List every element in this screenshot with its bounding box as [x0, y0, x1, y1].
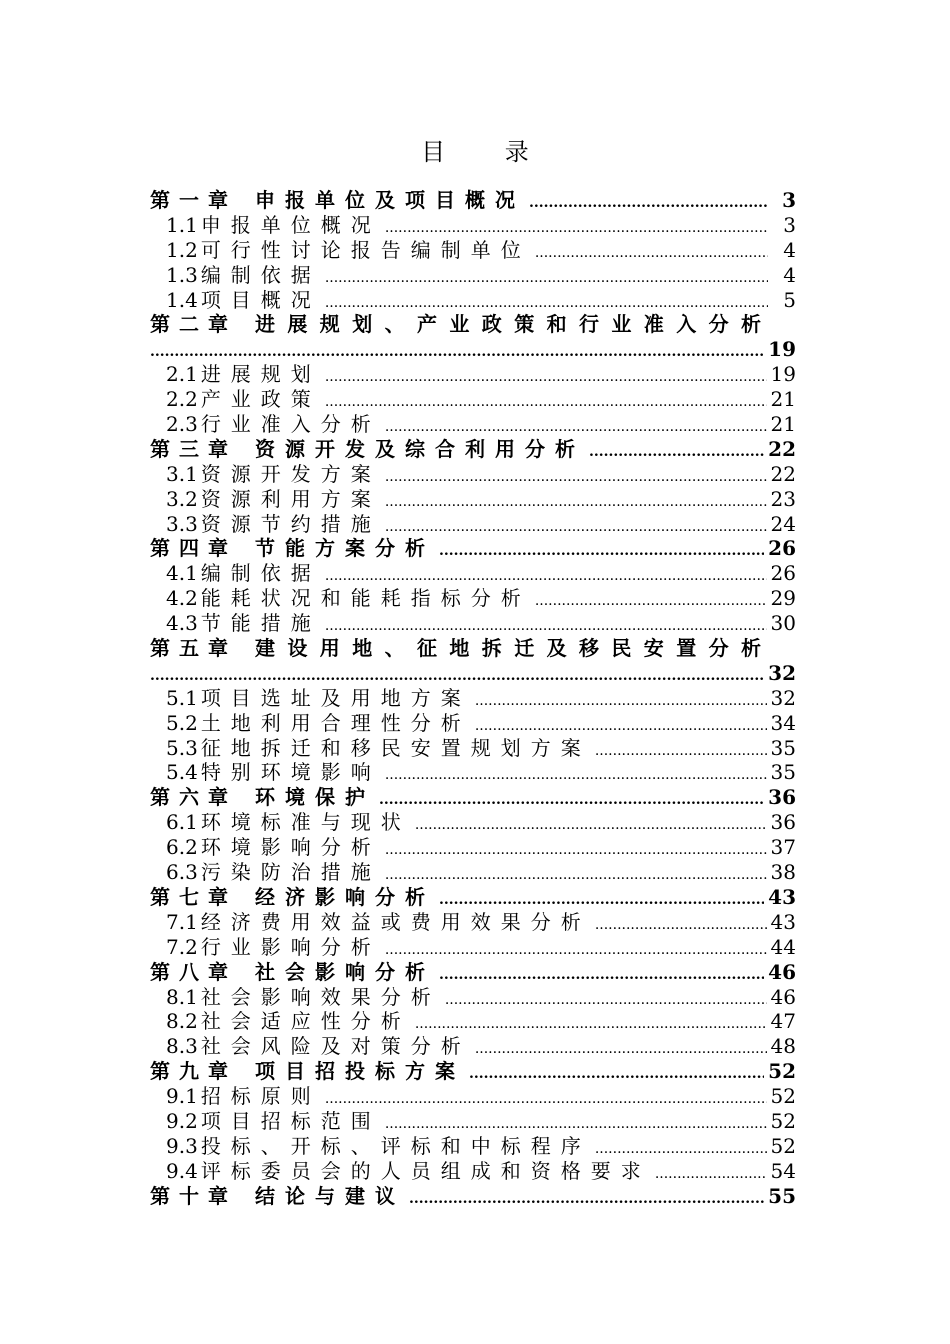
toc-section-entry[interactable] — [150, 586, 796, 611]
toc-section-entry[interactable] — [150, 910, 796, 935]
section-title: 可行性讨论报告编制单位 — [200, 237, 531, 262]
toc-section-entry[interactable] — [150, 462, 796, 487]
dot-leader — [529, 191, 768, 216]
chapter-title: 进展规划、产业政策和行业准入分析 — [255, 312, 774, 337]
dot-leader — [325, 390, 767, 415]
page-number: 3 — [783, 212, 796, 237]
dot-leader — [469, 1062, 764, 1087]
dot-leader — [325, 365, 767, 390]
section-number: 5.1 — [166, 685, 198, 710]
section-title: 编制依据 — [200, 561, 321, 586]
toc-section-entry[interactable] — [150, 1134, 796, 1159]
section-title: 资源利用方案 — [200, 486, 381, 511]
dot-leader — [409, 1187, 764, 1212]
toc-section-entry[interactable] — [150, 1109, 796, 1134]
section-number: 5.2 — [166, 710, 198, 735]
dot-leader — [439, 963, 764, 988]
dot-leader — [445, 988, 767, 1013]
page-number: 52 — [770, 1133, 796, 1158]
page-number: 43 — [768, 884, 796, 909]
section-number: 8.2 — [166, 1009, 198, 1034]
dot-leader — [475, 1037, 767, 1062]
page-number: 4 — [783, 237, 796, 262]
toc-chapter-entry[interactable] — [150, 885, 796, 910]
toc-chapter-entry-continued[interactable] — [150, 337, 796, 362]
page-number: 30 — [770, 611, 796, 636]
toc-section-entry[interactable] — [150, 288, 796, 313]
section-title: 土地利用合理性分析 — [200, 710, 471, 735]
toc-section-entry[interactable] — [150, 985, 796, 1010]
toc-section-entry[interactable] — [150, 860, 796, 885]
page-number: 46 — [770, 984, 796, 1009]
page-number: 55 — [768, 1183, 796, 1208]
section-title: 招标原则 — [200, 1084, 321, 1109]
section-title: 产业政策 — [200, 387, 321, 412]
toc-section-entry[interactable] — [150, 362, 796, 387]
section-number: 4.3 — [166, 611, 198, 636]
page-number: 48 — [770, 1034, 796, 1059]
dot-leader — [595, 913, 767, 938]
section-number: 3.3 — [166, 511, 198, 536]
section-number: 8.3 — [166, 1034, 198, 1059]
page-number: 3 — [782, 188, 796, 212]
chapter-label: 第二章 — [150, 312, 237, 337]
section-title: 投标、开标、评标和中标程序 — [200, 1133, 591, 1158]
toc-chapter-entry[interactable] — [150, 1059, 796, 1084]
dot-leader — [385, 515, 767, 540]
chapter-title: 项目招投标方案 — [255, 1059, 465, 1084]
page-number: 47 — [770, 1009, 796, 1034]
dot-leader — [655, 1162, 767, 1187]
toc-section-entry[interactable] — [150, 412, 796, 437]
section-title: 征地拆迁和移民安置规划方案 — [200, 735, 591, 760]
section-title: 项目招标范围 — [200, 1108, 381, 1133]
table-of-contents — [150, 188, 796, 1209]
section-number: 1.2 — [166, 237, 198, 262]
toc-section-entry[interactable] — [150, 711, 796, 736]
chapter-title: 申报单位及项目概况 — [255, 188, 525, 212]
page-number: 26 — [770, 561, 796, 586]
page-number: 22 — [768, 436, 796, 461]
page-number: 35 — [770, 760, 796, 785]
section-number: 8.1 — [166, 984, 198, 1009]
toc-section-entry[interactable] — [150, 1084, 796, 1109]
page-number: 24 — [770, 511, 796, 536]
chapter-label: 第五章 — [150, 636, 237, 661]
dot-leader — [415, 813, 767, 838]
section-number: 3.1 — [166, 461, 198, 486]
section-title: 行业准入分析 — [200, 412, 381, 437]
page-number: 26 — [768, 536, 796, 561]
dot-leader — [379, 788, 764, 813]
page-number: 23 — [770, 486, 796, 511]
section-title: 资源开发方案 — [200, 461, 381, 486]
toc-chapter-entry[interactable] — [150, 536, 796, 561]
page-number: 4 — [783, 262, 796, 287]
section-title: 进展规划 — [200, 362, 321, 387]
chapter-label: 第六章 — [150, 785, 237, 810]
page-number: 37 — [770, 835, 796, 860]
page-number: 54 — [770, 1158, 796, 1183]
toc-section-entry[interactable] — [150, 686, 796, 711]
section-title: 特别环境影响 — [200, 760, 381, 785]
section-number: 6.1 — [166, 810, 198, 835]
toc-chapter-entry[interactable] — [150, 188, 796, 213]
toc-chapter-entry[interactable] — [150, 960, 796, 985]
toc-section-entry[interactable] — [150, 487, 796, 512]
toc-section-entry[interactable] — [150, 1159, 796, 1184]
dot-leader — [385, 490, 767, 515]
section-title: 社会影响效果分析 — [200, 984, 441, 1009]
toc-section-entry[interactable] — [150, 1009, 796, 1034]
section-title: 项目选址及用地方案 — [200, 685, 471, 710]
section-title: 环境影响分析 — [200, 835, 381, 860]
page-number: 34 — [770, 710, 796, 735]
chapter-label: 第一章 — [150, 188, 237, 212]
chapter-label: 第四章 — [150, 536, 237, 561]
section-number: 2.3 — [166, 412, 198, 437]
toc-section-entry[interactable] — [150, 935, 796, 960]
section-number: 9.1 — [166, 1084, 198, 1109]
section-number: 1.4 — [166, 287, 198, 312]
section-number: 9.4 — [166, 1158, 198, 1183]
page-number: 21 — [770, 387, 796, 412]
page-number: 29 — [770, 586, 796, 611]
chapter-label: 第九章 — [150, 1059, 237, 1084]
chapter-title: 经济影响分析 — [255, 884, 435, 909]
dot-leader — [325, 1087, 767, 1112]
section-number: 7.2 — [166, 934, 198, 959]
chapter-label: 第十章 — [150, 1183, 237, 1208]
dot-leader — [535, 589, 767, 614]
page-number: 19 — [770, 362, 796, 387]
dot-leader — [385, 938, 767, 963]
page-number: 43 — [770, 909, 796, 934]
dot-leader — [595, 739, 767, 764]
section-number: 4.2 — [166, 586, 198, 611]
page-number: 35 — [770, 735, 796, 760]
toc-chapter-entry[interactable] — [150, 636, 796, 661]
section-number: 2.2 — [166, 387, 198, 412]
page-number: 46 — [768, 959, 796, 984]
dot-leader — [385, 838, 767, 863]
chapter-label: 第七章 — [150, 884, 237, 909]
dot-leader — [385, 465, 767, 490]
dot-leader — [439, 539, 764, 564]
dot-leader — [535, 241, 768, 266]
toc-section-entry[interactable] — [150, 760, 796, 785]
page-title: 目 录 — [421, 138, 555, 166]
toc-section-entry[interactable] — [150, 238, 796, 263]
section-title: 污染防治措施 — [200, 860, 381, 885]
toc-section-entry[interactable] — [150, 611, 796, 636]
toc-section-entry[interactable] — [150, 512, 796, 537]
toc-chapter-entry[interactable] — [150, 312, 796, 337]
toc-chapter-entry[interactable] — [150, 785, 796, 810]
section-number: 7.1 — [166, 909, 198, 934]
section-title: 申报单位概况 — [200, 212, 381, 237]
page-number: 52 — [768, 1059, 796, 1084]
section-title: 环境标准与现状 — [200, 810, 411, 835]
section-title: 资源节约措施 — [200, 511, 381, 536]
chapter-title: 社会影响分析 — [255, 959, 435, 984]
section-number: 4.1 — [166, 561, 198, 586]
section-number: 6.3 — [166, 860, 198, 885]
chapter-label: 第八章 — [150, 959, 237, 984]
page-number: 52 — [770, 1084, 796, 1109]
page-number: 44 — [770, 934, 796, 959]
toc-chapter-entry[interactable] — [150, 1184, 796, 1209]
toc-section-entry[interactable] — [150, 561, 796, 586]
chapter-title: 环境保护 — [255, 785, 375, 810]
section-number: 9.3 — [166, 1133, 198, 1158]
section-number: 1.1 — [166, 212, 198, 237]
toc-section-entry[interactable] — [150, 263, 796, 288]
toc-section-entry[interactable] — [150, 810, 796, 835]
section-title: 社会适应性分析 — [200, 1009, 411, 1034]
section-title: 编制依据 — [200, 262, 321, 287]
toc-section-entry[interactable] — [150, 387, 796, 412]
toc-chapter-entry-continued[interactable] — [150, 661, 796, 686]
section-title: 行业影响分析 — [200, 934, 381, 959]
toc-section-entry[interactable] — [150, 736, 796, 761]
dot-leader — [385, 863, 767, 888]
page-number: 32 — [770, 685, 796, 710]
chapter-title: 建设用地、征地拆迁及移民安置分析 — [255, 636, 774, 661]
dot-leader — [385, 763, 767, 788]
chapter-label: 第三章 — [150, 436, 237, 461]
page-number: 38 — [770, 860, 796, 885]
page-number: 52 — [770, 1108, 796, 1133]
section-title: 节能措施 — [200, 611, 321, 636]
section-title: 评标委员会的人员组成和资格要求 — [200, 1158, 651, 1183]
dot-leader — [589, 440, 764, 465]
page-number: 21 — [770, 412, 796, 437]
toc-section-entry[interactable] — [150, 1034, 796, 1059]
chapter-title: 节能方案分析 — [255, 536, 435, 561]
page-number: 36 — [770, 810, 796, 835]
page-number: 5 — [783, 287, 796, 312]
page-number: 36 — [768, 785, 796, 810]
section-number: 5.4 — [166, 760, 198, 785]
section-number: 6.2 — [166, 835, 198, 860]
chapter-title: 结论与建议 — [255, 1183, 405, 1208]
page-number: 22 — [770, 461, 796, 486]
section-title: 社会风险及对策分析 — [200, 1034, 471, 1059]
section-title: 经济费用效益或费用效果分析 — [200, 909, 591, 934]
page-number: 32 — [768, 660, 796, 685]
section-number: 9.2 — [166, 1108, 198, 1133]
section-number: 3.2 — [166, 486, 198, 511]
dot-leader — [475, 689, 767, 714]
toc-section-entry[interactable] — [150, 213, 796, 238]
section-number: 1.3 — [166, 262, 198, 287]
dot-leader — [325, 266, 768, 291]
page-number: 19 — [768, 337, 796, 362]
section-title: 能耗状况和能耗指标分析 — [200, 586, 531, 611]
section-number: 5.3 — [166, 735, 198, 760]
section-number: 2.1 — [166, 362, 198, 387]
toc-section-entry[interactable] — [150, 835, 796, 860]
section-title: 项目概况 — [200, 287, 321, 312]
chapter-title: 资源开发及综合利用分析 — [255, 436, 585, 461]
toc-chapter-entry[interactable] — [150, 437, 796, 462]
